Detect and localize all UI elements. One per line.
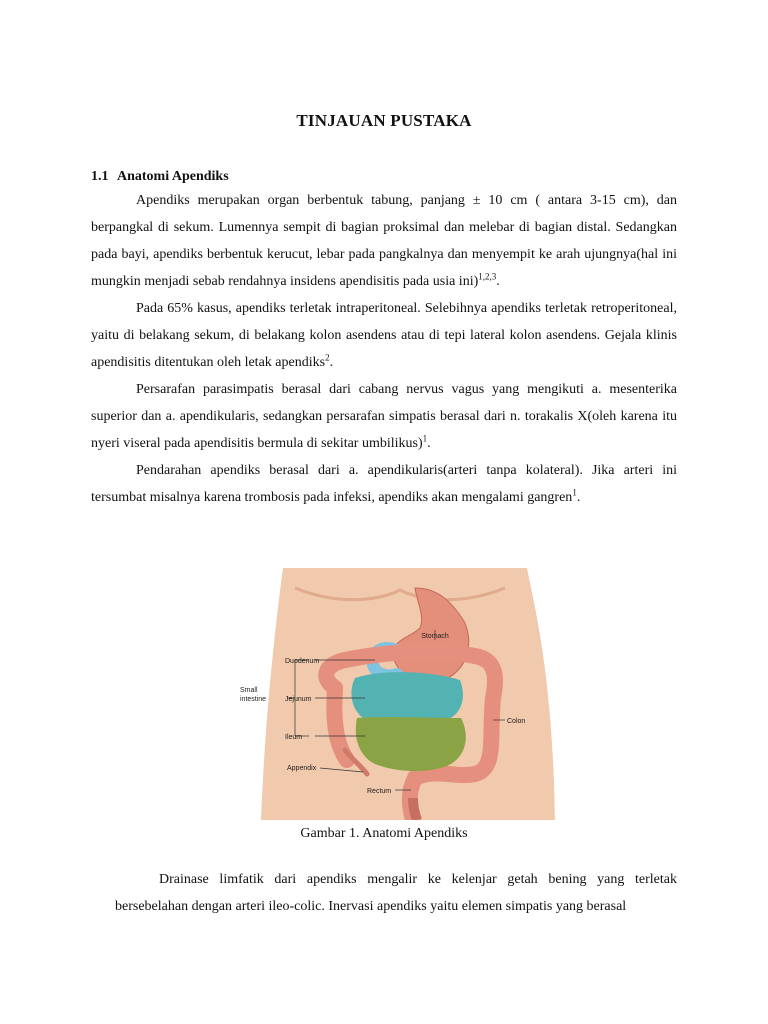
- duodenum-label: Duodenum: [285, 658, 320, 665]
- anatomy-figure: [235, 568, 565, 820]
- paragraph: Apendiks merupakan organ berbentuk tabung, panjang ± 10 cm ( antara 3-15 cm), dan berpangkal di sekum. Lumennya sempit di bagian proksimal dan melebar di bagian distal. Sedangkan pada bayi, apendiks berbentuk kerucut, lebar pada pangkalnya dan menyempit ke arah ujungnya(hal ini mungkin menjadi sebab rendahnya insidens apendisitis pada usia ini)$^{1,2,3}$.: [91, 193, 677, 289]
- colon-label: Colon: [507, 718, 526, 725]
- jejunum-label: Jejunum: [285, 696, 312, 703]
- page-title: TINJAUAN PUSTAKA: [296, 111, 472, 130]
- citation: 1: [422, 433, 428, 444]
- figure-caption: Gambar 1. Anatomi Apendiks: [300, 826, 468, 841]
- stomach-label: Stomach: [421, 633, 449, 640]
- appendix-label: Appendix: [287, 765, 317, 772]
- small-intestine-label-1: Small: [240, 687, 258, 694]
- citation: 1,2,3: [478, 271, 497, 282]
- paragraph: Pendarahan apendiks berasal dari a. apendikularis(arteri tanpa kolateral). Jika arteri ini tersumbat misalnya karena trombosis pada infeksi, apendiks akan mengalami gangren$^1$.: [91, 463, 677, 505]
- citation: 1: [572, 487, 577, 498]
- section-heading: [91, 169, 229, 185]
- small-intestine-label-2: intestine: [240, 696, 267, 703]
- section-body: [91, 187, 677, 511]
- rectum-label: Rectum: [367, 788, 392, 795]
- citation: 2: [325, 352, 330, 363]
- paragraph: Persarafan parasimpatis berasal dari cabang nervus vagus yang mengikuti a. mesenterika superior dan a. apendikularis, sedangkan persarafan simpatis berasal dari n. torakalis X(oleh karena itu nyeri viseral pada apendisitis bermula di sekitar umbilikus)$^1$.: [91, 382, 677, 451]
- continuation-text: [115, 866, 677, 920]
- section-title: Anatomi Apendiks: [117, 169, 229, 184]
- paragraph: Drainase limfatik dari apendiks mengalir ke kelenjar getah bening yang terletak bersebelahan dengan arteri ileo-colic. Inervasi apendiks yaitu elemen simpatis yang berasal: [115, 872, 677, 914]
- paragraph: Pada 65% kasus, apendiks terletak intraperitoneal. Selebihnya apendiks terletak retroperitoneal, yaitu di belakang sekum, di belakang kolon asendens atau di tepi lateral kolon asendens. Gejala klinis apendisitis ditentukan oleh letak apendiks$^2$.: [91, 301, 677, 370]
- section-number: 1.1: [91, 169, 109, 184]
- ileum-label: Ileum: [285, 734, 303, 741]
- anatomy-illustration: [235, 568, 565, 820]
